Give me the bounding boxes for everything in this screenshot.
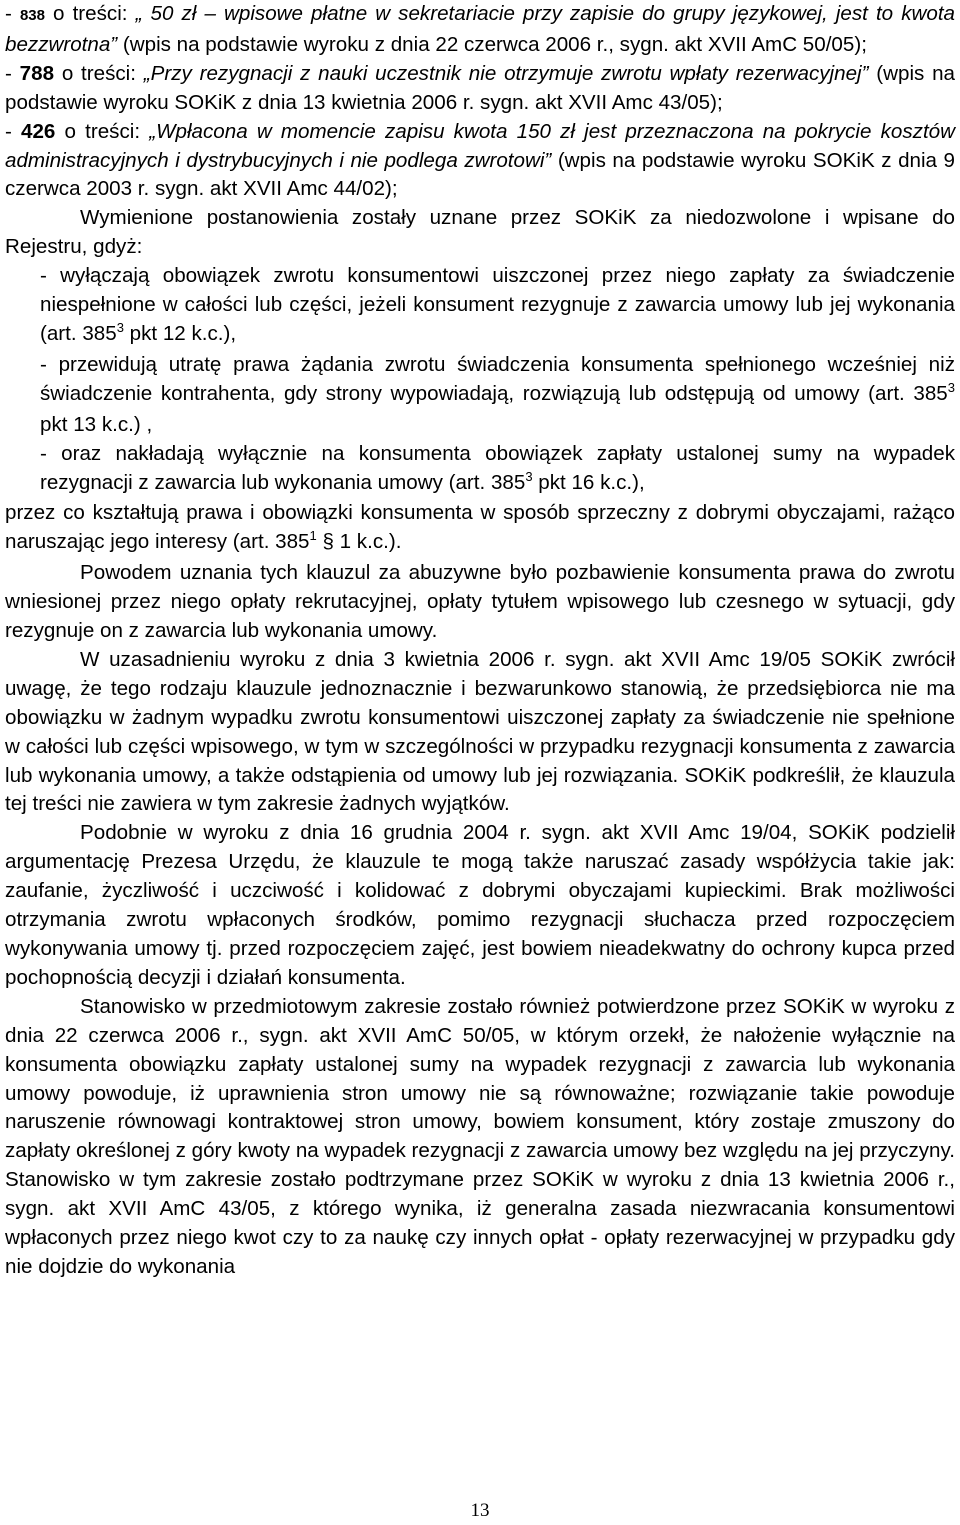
superscript: 3 [947, 379, 955, 395]
reason-text: - wyłączają obowiązek zwrotu konsumentowi uiszczonej przez niego zapłaty za świadczenie niespełnione w całości lub części, jeżeli konsument rezygnuje z zawarcia umowy lub jej wykonania (art. 385 [40, 264, 955, 345]
entry-number: 426 [21, 119, 56, 143]
superscript: 1 [309, 528, 317, 544]
conclusion-text: przez co kształtują prawa i obowiązki konsumenta w sposób sprzeczny z dobrymi obyczajami, rażąco naruszając jego interesy (art. 385 [5, 501, 955, 554]
reason-item [40, 262, 955, 351]
conclusion-tail: § 1 k.c.). [316, 530, 402, 554]
reason-tail: pkt 13 k.c.) , [40, 412, 153, 436]
body-paragraph: Stanowisko w przedmiotowym zakresie zostało również potwierdzone przez SOKiK w wyroku z dnia 22 czerwca 2006 r., sygn. akt XVII AmC 50/05, w którym orzekł, że nałożenie wyłącznie na konsumenta obowiązku zapłaty ustalonej sumy na wypadek rezygnacji z zawarcia lub wykonania umowy powoduje, iż uprawnienia stron umowy nie są równoważne; rozwiązanie takie powoduje naruszenie równowagi kontraktowej stron umowy, bowiem konsument, który zostaje zmuszony do zapłaty określonej z góry kwoty na wypadek rezygnacji z zawarcia umowy bez względu na jej przyczyny. Stanowisko w tym zakresie zostało podtrzymane przez SOKiK w wyroku z dnia 13 kwietnia 2006 r., sygn. akt XVII AmC 43/05, z którego wynika, iż generalna zasada niezwracania konsumentowi wpłaconych przez niego kwot czy to za naukę czy innych opłat - opłaty rezerwacyjnej w przypadku gdy nie dojdzie do wykonania [5, 994, 955, 1278]
superscript: 3 [525, 468, 533, 484]
register-entry-426 [5, 118, 955, 205]
body-paragraph: W uzasadnieniu wyroku z dnia 3 kwietnia 2006 r. sygn. akt XVII Amc 19/05 SOKiK zwrócił uwagę, że tego rodzaju klauzule jednoznacznie i bezwarunkowo stanowią, że przedsiębiorca nie ma obowiązku w żadnym wypadku zwrotu konsumentowi uiszczonej zapłaty za świadczenie nie spełnione w całości lub części wpisowego, w tym w szczególności w przypadku rezygnacji konsumenta z zawarcia lub wykonania umowy, a także odstąpienia od umowy lub jej rozwiązania. SOKiK podkreślił, że klauzula tej treści nie zawiera w tym zakresie żadnych wyjątków. [5, 647, 955, 816]
entry-reference: (wpis na podstawie wyroku SOKiK z dnia 13 kwietnia 2006 r. sygn. akt XVII Amc 43/05); [5, 61, 956, 114]
entry-number: 838 [19, 7, 45, 24]
entry-dash: - [5, 119, 22, 143]
intro-paragraph: Wymienione postanowienia zostały uznane przez SOKiK za niedozwolone i wpisane do Rejestru, gdyż: [5, 206, 955, 259]
register-entry-838 [5, 0, 955, 60]
entry-prefix: o treści: [54, 61, 144, 85]
reason-text: - oraz nakładają wyłącznie na konsumenta obowiązek zapłaty ustalonej sumy na wypadek rezygnacji z zawarcia lub wykonania umowy (art. 385 [40, 441, 955, 494]
entry-number: 788 [19, 61, 55, 85]
entry-quote: „ 50 zł – wpisowe płatne w sekretariacie przy zapisie do grupy językowej, jest to kwota bezzwrotna” [5, 2, 955, 56]
entry-prefix: o treści: [44, 2, 136, 25]
entry-reference: (wpis na podstawie wyroku SOKiK z dnia 9 czerwca 2003 r. sygn. akt XVII Amc 44/02); [5, 148, 955, 201]
superscript: 3 [116, 319, 124, 335]
body-paragraph: Podobnie w wyroku z dnia 16 grudnia 2004 r. sygn. akt XVII Amc 19/04, SOKiK podzielił argumentację Prezesa Urzędu, że klauzule te mogą także naruszać zasady współżycia takie jak: zaufanie, życzliwość i uczciwość i kolidować z dobrymi obyczajami kupieckimi. Brak możliwości otrzymania zwrotu wpłaconych środków, pomimo rezygnacji słuchacza przed rozpoczęciem wykonywania umowy tj. przed rozpoczęciem zajęć, jest bowiem nieadekwatny do ochrony kupca przed pochopnością decyzji i działań konsumenta. [5, 821, 955, 989]
reason-item [40, 440, 955, 500]
entry-quote: „Przy rezygnacji z nauki uczestnik nie otrzymuje zwrotu wpłaty rezerwacyjnej” [143, 61, 869, 85]
reason-text: - przewidują utratę prawa żądania zwrotu świadczenia konsumenta spełnionego wcześniej niż świadczenie kontrahenta, gdy strony wypowiadają, rozwiązują lub odstępują od umowy (art. 385 [40, 352, 955, 405]
entry-dash: - [5, 2, 20, 25]
reason-tail: pkt 16 k.c.), [532, 470, 645, 494]
reason-tail: pkt 12 k.c.), [123, 321, 237, 345]
document-page [5, 0, 955, 1282]
entry-reference: (wpis na podstawie wyroku z dnia 22 czerwca 2006 r., sygn. akt XVII AmC 50/05); [117, 32, 867, 56]
register-entry-788 [5, 60, 955, 118]
reason-item [40, 351, 955, 440]
entry-prefix: o treści: [55, 119, 150, 143]
conclusion-paragraph [5, 499, 955, 559]
entry-dash: - [5, 61, 20, 85]
body-paragraph: Powodem uznania tych klauzul za abuzywne było pozbawienie konsumenta prawa do zwrotu wniesionej przez niego opłaty rekrutacyjnej, opłaty tytułem wpisowego lub czesnego w sytuacji, gdy rezygnuje on z zawarcia lub wykonania umowy. [5, 561, 955, 643]
entry-quote: „Wpłacona w momencie zapisu kwota 150 zł jest przeznaczona na pokrycie kosztów administracyjnych i dystrybucyjnych i nie podlega zwrotowi” [5, 119, 955, 172]
page-number: 13 [470, 1500, 490, 1521]
